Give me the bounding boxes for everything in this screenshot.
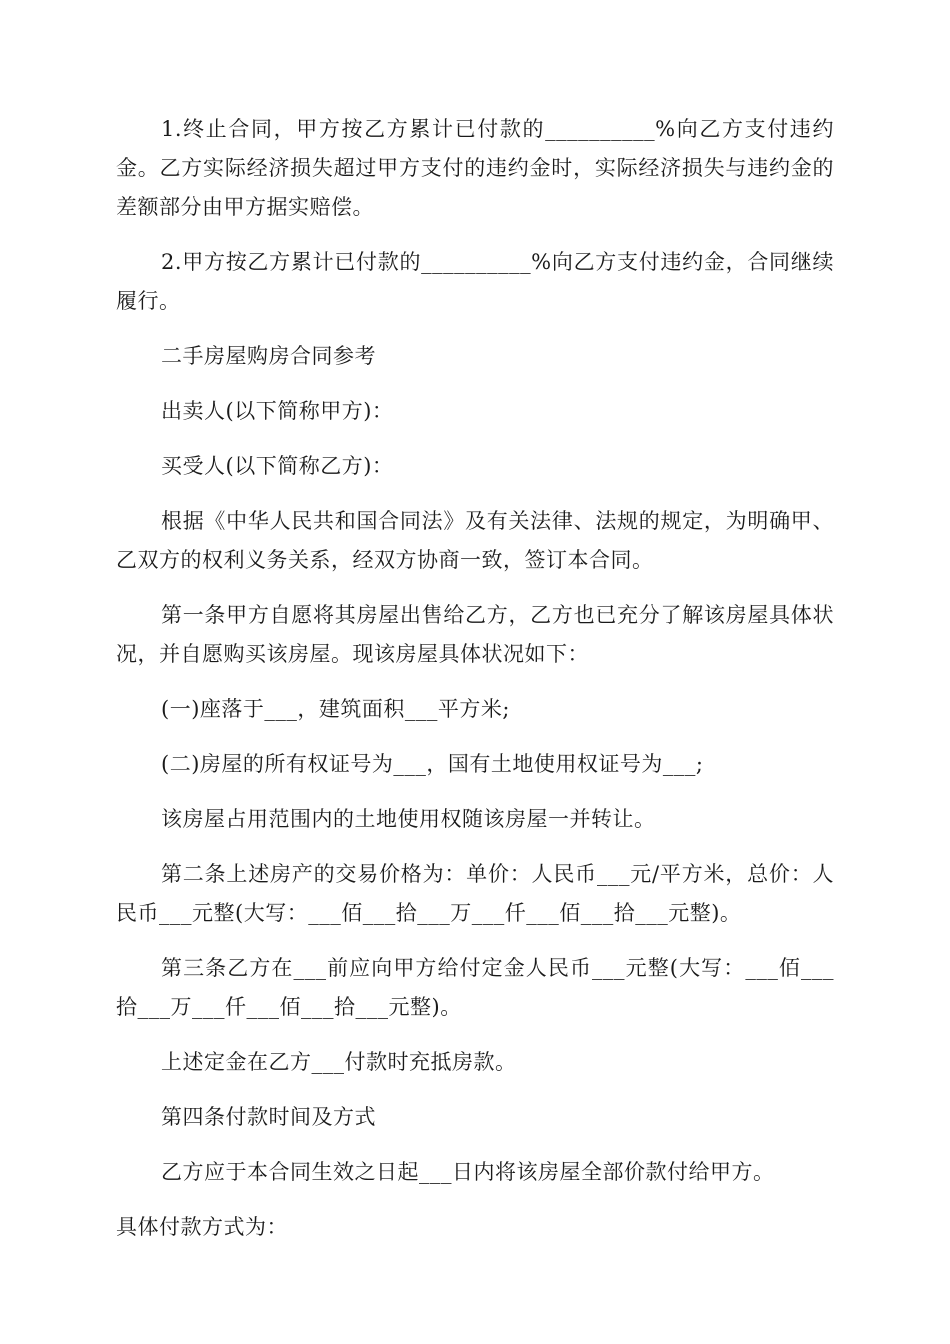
deposit-offset: 上述定金在乙方___付款时充抵房款。 [161, 1050, 517, 1074]
payment-method: 具体付款方式为： [116, 1215, 288, 1239]
article-3: 第三条乙方在___前应向甲方给付定金人民币___元整(大写：___佰___拾___万___仟___佰___拾___元整)。 [116, 956, 834, 1019]
clause-continue-contract: 2.甲方按乙方累计已付款的__________%向乙方支付违约金，合同继续履行。 [116, 250, 834, 313]
preamble: 根据《中华人民共和国合同法》及有关法律、法规的规定，为明确甲、乙双方的权利义务关系，经双方协商一致，签订本合同。 [116, 509, 834, 572]
section-title: 二手房屋购房合同参考 [161, 344, 376, 368]
article-4-title: 第四条付款时间及方式 [161, 1105, 376, 1129]
buyer-line: 买受人(以下简称乙方)： [161, 454, 394, 478]
seller-line: 出卖人(以下简称甲方)： [161, 399, 394, 423]
clause-terminate-contract: 1.终止合同，甲方按乙方累计已付款的__________%向乙方支付违约金。乙方实际经济损失超过甲方支付的违约金时，实际经济损失与违约金的差额部分由甲方据实赔偿。 [116, 117, 834, 219]
item-location-area: (一)座落于___，建筑面积___平方米; [161, 697, 510, 721]
article-1: 第一条甲方自愿将其房屋出售给乙方，乙方也已充分了解该房屋具体状况，并自愿购买该房屋。现该房屋具体状况如下： [116, 603, 834, 666]
payment-deadline: 乙方应于本合同生效之日起___日内将该房屋全部价款付给甲方。 [161, 1160, 775, 1184]
item-certificate-numbers: (二)房屋的所有权证号为___，国有土地使用权证号为___; [161, 752, 704, 776]
article-2: 第二条上述房产的交易价格为：单价：人民币___元/平方米，总价：人民币___元整(大写：___佰___拾___万___仟___佰___拾___元整)。 [116, 862, 834, 925]
document-body [116, 110, 834, 1263]
land-use-transfer: 该房屋占用范围内的土地使用权随该房屋一并转让。 [161, 807, 656, 831]
